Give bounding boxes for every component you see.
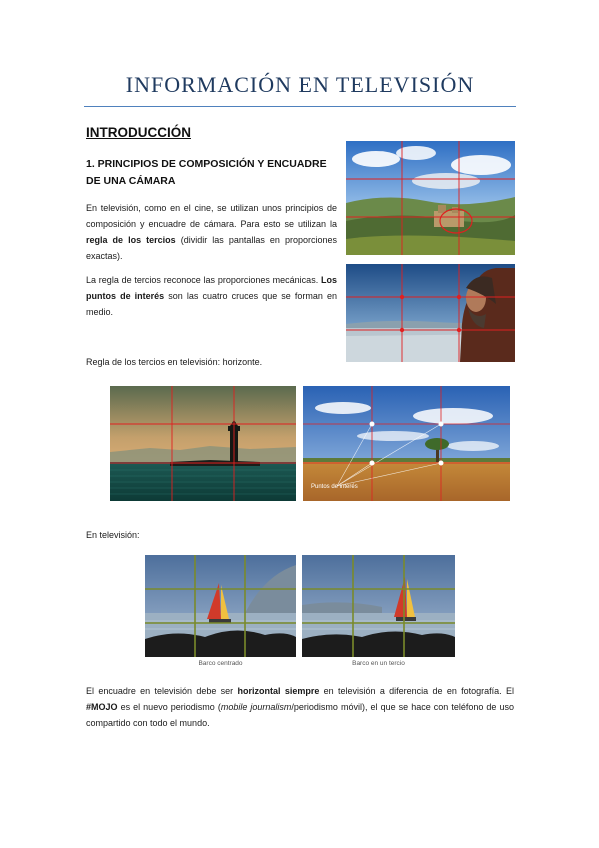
paragraph1-text-a: En televisión, como en el cine, se utilizan unos principios de composición y encuadre de cámara. Para esto se utilizan la <box>86 203 337 229</box>
paragraph2-text-b: son las cuatro cruces que se forman en medio. <box>86 291 337 317</box>
caption-television: En televisión: <box>86 530 140 540</box>
photo-lighthouse <box>110 386 296 501</box>
paragraph3-bold1: horizontal siempre <box>237 686 320 696</box>
paragraph3-text-c: es el nuevo periodismo ( <box>117 702 221 712</box>
page-title: INFORMACIÓN EN TELEVISIÓN <box>125 72 475 97</box>
paragraph3-text-b: en televisión a diferencia de en fotografía. El <box>319 686 514 696</box>
photo-tree-field <box>303 386 510 501</box>
title-divider <box>84 106 516 107</box>
paragraph-horizontal-framing <box>86 683 514 731</box>
photo-boat-third <box>302 555 455 657</box>
photo-castle-landscape <box>346 141 515 255</box>
caption-horizon: Regla de los tercios en televisión: horizonte. <box>86 357 263 367</box>
points-of-interest-label: Puntos de interés <box>311 484 358 490</box>
paragraph3-text-d: /periodismo móvil), el que se hace con teléfono de uso compartido con todo el mundo. <box>86 702 514 728</box>
paragraph1-text-b: (dividir las pantallas en proporciones exactas). <box>86 235 337 261</box>
photo-boat-centered <box>145 555 296 657</box>
photo-portrait-sea <box>346 264 515 362</box>
paragraph-rule-of-thirds <box>86 200 337 264</box>
paragraph2-bold: Los puntos de interés <box>86 275 337 301</box>
paragraph3-italic: mobile journalism <box>220 702 292 712</box>
paragraph3-bold2: #MOJO <box>86 702 118 712</box>
boat-caption-right: Barco en un tercio <box>352 660 405 667</box>
boat-caption-left: Barco centrado <box>198 660 243 667</box>
paragraph-points-of-interest <box>86 272 337 320</box>
paragraph2-text-a: La regla de tercios reconoce las proporciones mecánicas. <box>86 275 321 285</box>
section-heading: INTRODUCCIÓN <box>86 125 191 140</box>
paragraph3-text-a: El encuadre en televisión debe ser <box>86 686 238 696</box>
subsection-heading: 1. PRINCIPIOS DE COMPOSICIÓN Y ENCUADRE DE UNA CÁMARA <box>86 158 327 187</box>
paragraph1-bold: regla de los tercios <box>86 235 176 245</box>
